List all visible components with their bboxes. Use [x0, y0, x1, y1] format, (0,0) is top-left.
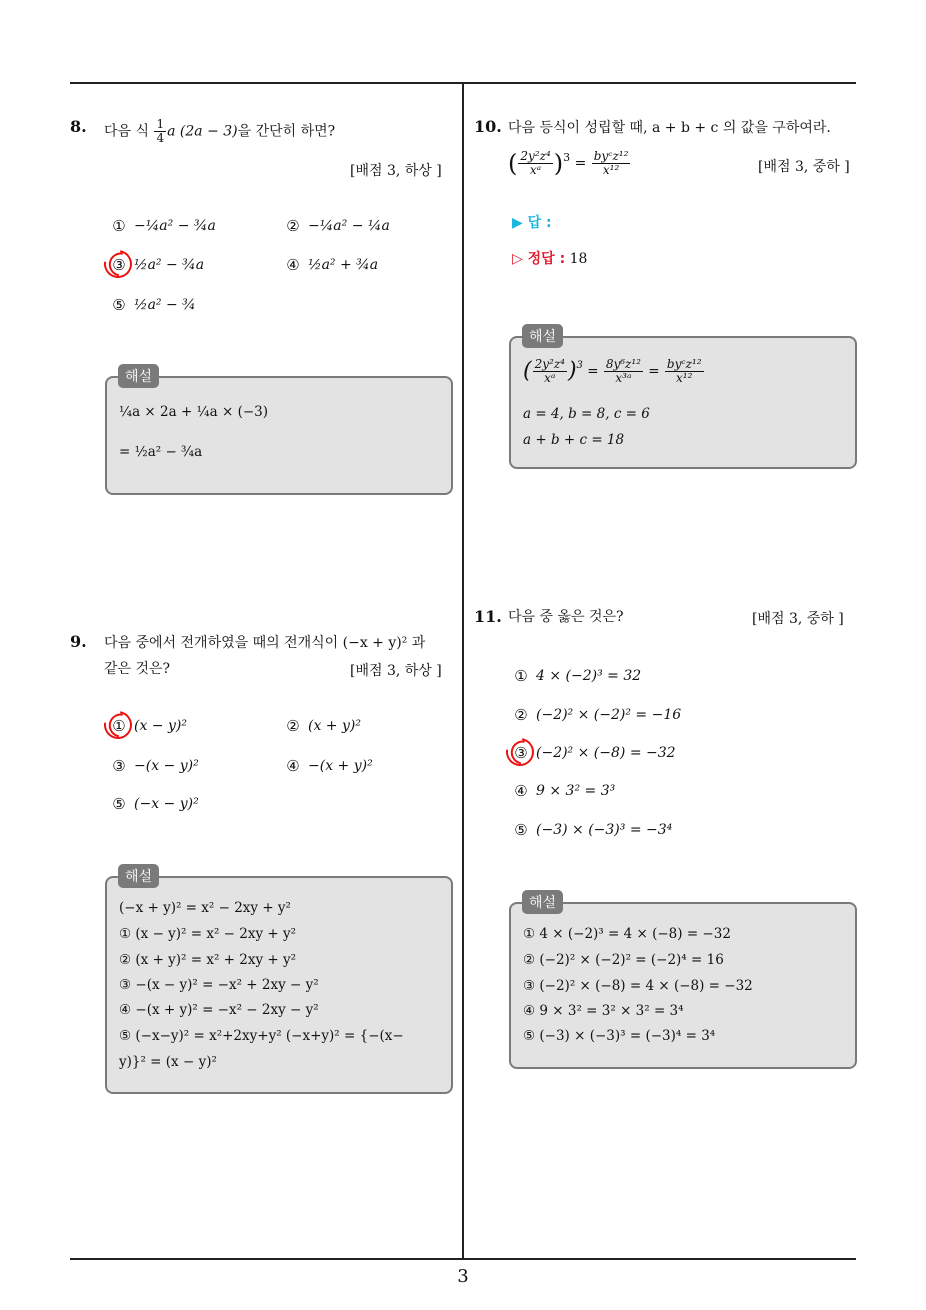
q11-choice-4[interactable]: ④ 9 × 3² = 3³	[514, 782, 616, 800]
q9-solution-box	[105, 876, 453, 1094]
q11-solution-line-4: ④ 9 × 3² = 3² × 3² = 3⁴	[523, 1003, 684, 1019]
q11-choice-5[interactable]: ⑤ (−3) × (−3)³ = −3⁴	[514, 821, 673, 839]
q10-correct-answer	[512, 248, 587, 268]
q8-text-post: 을 간단히 하면?	[237, 123, 336, 140]
q9-choice-4[interactable]: ④ −(x + y)²	[286, 757, 373, 775]
q11-number: 11.	[474, 607, 502, 626]
q10-solution-box	[509, 336, 857, 469]
q8-meta: [배점 3, 하상 ]	[350, 163, 442, 179]
q10-answer-label: ▶ 답 :	[512, 215, 552, 231]
q11-choice-3[interactable]: ③ (−2)² × (−8) = −32	[512, 744, 676, 762]
answer-circle-mark	[501, 733, 540, 772]
q8-text-pre: 다음 식	[104, 123, 150, 140]
q10-number: 10.	[474, 117, 502, 136]
q10-solution-line-2: a + b + c = 18	[523, 432, 625, 448]
q8-choice-5[interactable]: ⑤ ½a² − ¾	[112, 296, 196, 314]
q9-solution-tag: 해설	[118, 864, 159, 888]
q9-solution-line-2: ① (x − y)² = x² − 2xy + y²	[119, 926, 297, 942]
q8-choice-1[interactable]: ① −¼a² − ¾a	[112, 217, 216, 235]
q8-question-text	[104, 118, 335, 145]
q11-solution-line-1: ① 4 × (−2)³ = 4 × (−8) = −32	[523, 926, 731, 942]
q11-solution-line-3: ③ (−2)² × (−8) = 4 × (−8) = −32	[523, 978, 753, 994]
q8-solution-line-1: ¼a × 2a + ¼a × (−3)	[119, 404, 269, 420]
q9-number: 9.	[70, 632, 87, 651]
q8-fraction: $\frac{1}{4}$	[156, 117, 165, 145]
q9-choice-1[interactable]: ① (x − y)²	[110, 717, 187, 735]
q9-question-line-1: 다음 중에서 전개하였을 때의 전개식이 (−x + y)² 과	[104, 635, 426, 651]
q8-solution-box	[105, 376, 453, 495]
q11-question-text: 다음 중 옳은 것은?	[508, 609, 624, 625]
q11-choice-1[interactable]: ① 4 × (−2)³ = 32	[514, 667, 642, 685]
q8-choice-3[interactable]: ③ ½a² − ¾a	[110, 256, 204, 274]
q11-meta: [배점 3, 중하 ]	[752, 611, 844, 627]
q11-choice-2[interactable]: ② (−2)² × (−2)² = −16	[514, 706, 682, 724]
q9-solution-line-3: ② (x + y)² = x² + 2xy + y²	[119, 952, 297, 968]
q9-choice-3[interactable]: ③ −(x − y)²	[112, 757, 199, 775]
q11-solution-line-2: ② (−2)² × (−2)² = (−2)⁴ = 16	[523, 952, 724, 968]
q9-solution-line-5: ④ −(x + y)² = −x² − 2xy − y²	[119, 1002, 319, 1018]
q9-solution-line-1: (−x + y)² = x² − 2xy + y²	[119, 900, 291, 916]
q10-meta: [배점 3, 중하 ]	[758, 159, 850, 175]
q8-expression: a (2a − 3)	[167, 123, 238, 140]
q8-solution-line-2: = ½a² − ¾a	[119, 444, 203, 460]
q9-solution-line-7: y)}² = (x − y)²	[119, 1054, 217, 1070]
q8-solution-tag: 해설	[118, 364, 159, 388]
bottom-rule	[70, 1258, 856, 1260]
page-number: 3	[457, 1266, 469, 1287]
q10-question-text: 다음 등식이 성립할 때, a + b + c 의 값을 구하여라.	[508, 120, 831, 136]
q10-correct-value: 18	[569, 251, 588, 267]
q9-solution-line-6: ⑤ (−x−y)² = x²+2xy+y² (−x+y)² = {−(x−	[119, 1028, 404, 1044]
q10-solution-fraction-line: ( $\frac{\text{2y²z⁴}}{\text{xᵃ}}$ )$^3$ = $\frac{\text{8y⁶z¹²}}{\text{x³ᵃ}}$ = $\frac{\text{byᶜz¹²}}{\text{x¹²}}$	[523, 357, 702, 385]
q10-correct-label: ▷ 정답 :	[512, 251, 566, 267]
answer-circle-mark	[99, 245, 138, 284]
q9-choice-2[interactable]: ② (x + y)²	[286, 717, 361, 735]
q8-choice-4[interactable]: ④ ½a² + ¾a	[286, 256, 379, 274]
q11-solution-line-5: ⑤ (−3) × (−3)³ = (−3)⁴ = 3⁴	[523, 1028, 716, 1044]
q10-equation: ( $\frac{\text{2y²z⁴}}{\text{xᵃ}}$ )$^3$ = $\frac{\text{byᶜz¹²}}{\text{x¹²}}$	[508, 149, 629, 178]
q9-choice-5[interactable]: ⑤ (−x − y)²	[112, 795, 199, 813]
q10-solution-line-1: a = 4, b = 8, c = 6	[523, 406, 650, 422]
q10-solution-tag: 해설	[522, 324, 563, 348]
q9-meta: [배점 3, 하상 ]	[350, 663, 442, 679]
column-divider	[462, 83, 464, 1258]
q8-choice-2[interactable]: ② −¼a² − ¼a	[286, 217, 390, 235]
q9-solution-line-4: ③ −(x − y)² = −x² + 2xy − y²	[119, 977, 319, 993]
q8-number: 8.	[70, 117, 87, 136]
answer-circle-mark	[99, 706, 138, 745]
q11-solution-tag: 해설	[522, 890, 563, 914]
q11-solution-box	[509, 902, 857, 1069]
q9-question-line-2: 같은 것은?	[104, 661, 171, 677]
